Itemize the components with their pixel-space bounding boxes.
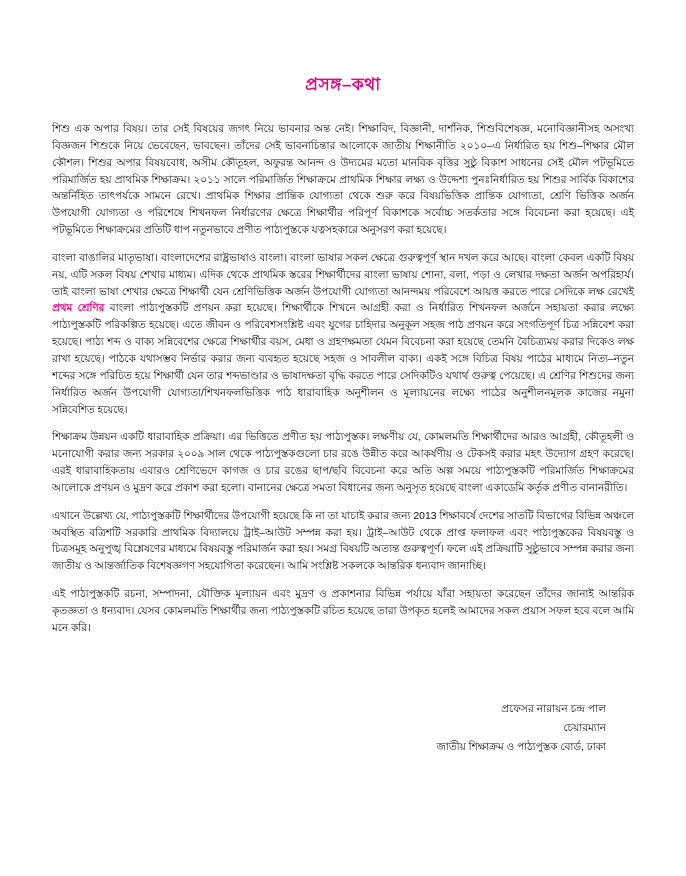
paragraph-5	[52, 587, 634, 638]
text-run: বাংলা পাঠ্যপুস্তকটি প্রণয়ন করা হয়েছে। শিক্ষার্থীকে শিখনে আগ্রহী করা ও নির্ধারিত শিখনফল অর্জনে সহায়তা করার লক্ষ্যে পাঠ্যপুস্তকটি পরিকল্পিত হয়েছে। এতে জীবন ও পরিবেশসংশ্লিষ্ট এবং যুগের চাহিদার অনুকূল সহজ পাঠ প্রণয়ন করে সংগতিপূর্ণ চিত্র সন্নিবেশ করা হয়েছে। পাঠ্য শব্দ ও বাক্য সন্নিবেশের ক্ষেত্রে শিক্ষার্থীর বয়স, মেধা ও গ্রহণক্ষমতা যেমন বিবেচনা করা হয়েছে তেমনি বৈচিত্র্যময় করার দিকেও লক্ষ রাখা হয়েছে। পাঠকে যথাসম্ভব নির্ভার করার জন্য ব্যবহৃত হয়েছে সহজ ও সাবলীল বাক্য। একই সঙ্গে বিচিত্র বিষয় পাঠের মাধ্যমে নিত্য–নতুন শব্দের সঙ্গে পরিচিত হয়ে শিক্ষার্থী যেন তার শব্দভাণ্ডার ও ভাষাদক্ষতা বৃদ্ধি করতে পারে সেদিকটিও যথার্থ গুরুত্ব পেয়েছে। এ শ্রেণির শিশুদের জন্য নির্ধারিত অর্জন উপযোগী যোগ্যতা/শিখনফলভিত্তিক পাঠ ধারাবাহিক অনুশীলন ও মূল্যায়নের লক্ষ্যে পাঠের অনুশীলনমূলক কাজের নমুনা সন্নিবেশিত হয়েছে।	[52, 303, 634, 416]
paragraph-3	[52, 430, 634, 497]
signatory-organization: জাতীয় শিক্ষাক্রম ও পাঠ্যপুস্তক বোর্ড, ঢাকা	[436, 742, 606, 754]
text-run: বাংলা বাঙালির মাতৃভাষা। বাংলাদেশের রাষ্ট্রভাষাও বাংলা। বাংলা ভাষার সকল ক্ষেত্রে গুরুত্বপূর্ণ স্থান দখল করে আছে। বাংলা কেবল একটি বিষয় নয়, এটি সকল বিষয় শেখার মাধ্যম। এদিক থেকে প্রাথমিক স্তরের শিক্ষার্থীদের বাংলা ভাষায় শোনা, বলা, পড়া ও লেখার দক্ষতা অর্জন অপরিহার্য। তাই বাংলা ভাষা শেখার ক্ষেত্রে শিক্ষার্থী যেন শ্রেণিভিত্তিক অর্জন উপযোগী যোগ্যতা আনন্দময় পরিবেশে আয়ত্ত করতে পারে সেদিকে লক্ষ রেখেই	[52, 252, 634, 298]
paragraph-4	[52, 509, 634, 576]
text-run: শিশু এক অপার বিষয়। তার সেই বিষয়ের জগৎ নিয়ে ভাবনার অন্ত নেই। শিক্ষাবিদ, বিজ্ঞানী, দার্শনিক, শিশুবিশেষজ্ঞ, মনোবিজ্ঞানীসহ অসংখ্য বিজ্ঞজন শিশুকে নিয়ে ভেবেছেন, ভাবছেন। তাঁদের সেই ভাবনাচিন্তার আলোকে জাতীয় শিক্ষানীতি ২০১০–এ নির্ধারিত হয় শিশু–শিক্ষার মৌল কৌশল। শিশুর অপার বিষয়বোধ, অসীম কৌতূহল, অফুরন্ত আনন্দ ও উদ্যমের মতো মানবিক বৃত্তির সুষ্ঠু বিকাশ সাধনের সেই মৌল পটভূমিতে পরিমার্জিত হয় প্রাথমিক শিক্ষাক্রম। ২০১১ সালে পরিমার্জিত শিক্ষাক্রমে প্রাথমিক শিক্ষার লক্ষ্য ও উদ্দেশ্য পুনঃনির্ধারিত হয় শিশুর সার্বিক বিকাশের অন্তর্নিহিত তাৎপর্যকে সামনে রেখে। প্রাথমিক শিক্ষার প্রান্তিক যোগ্যতা থেকে শুরু করে বিষয়ভিত্তিক প্রান্তিক যোগ্যতা, শ্রেণি ভিত্তিক অর্জন উপযোগী যোগ্যতা ও পরিশেষে শিখনফল নির্ধারণের ক্ষেত্রে শিক্ষার্থীর পরিপূর্ণ বিকাশকে সর্বোচ্চ সতর্কতার সঙ্গে বিবেচনা করা হয়েছে। এই পটভূমিতে শিক্ষাক্রমের প্রতিটি ধাপ নতুনভাবে প্রণীত পাঠ্যপুস্তকে যত্নসহকারে অনুসরণ করা হয়েছে।	[52, 124, 634, 237]
document-body	[52, 122, 634, 638]
paragraph-1	[52, 122, 634, 240]
signatory-name: প্রফেসর নারায়ন চন্দ্র পাল	[501, 702, 606, 715]
text-run: এই পাঠ্যপুস্তকটি রচনা, সম্পাদনা, যৌক্তিক মূল্যায়ন এবং মুদ্রণ ও প্রকাশনার বিভিন্ন পর্যায়ে যাঁরা সহায়তা করেছেন তাঁদের জানাই আন্তরিক কৃতজ্ঞতা ও ধন্যবাদ। যেসব কোমলমতি শিক্ষার্থীর জন্য পাঠ্যপুস্তকটি রচিত হয়েছে তারা উপকৃত হলেই আমাদের সকল প্রয়াস সফল হবে বলে আমি মনে করি।	[52, 589, 634, 634]
page-title: প্রসঙ্গ–কথা	[305, 75, 381, 94]
text-run: এখানে উল্লেখ্য যে, পাঠ্যপুস্তকটি শিক্ষার্থীদের উপযোগী হয়েছে কি না তা যাচাই করার জন্য 2013 শিক্ষাবর্ষে দেশের সাতটি বিভাগের বিভিন্ন অঞ্চলে অবস্থিত বত্রিশটি সরকারি প্রাথমিক বিদ্যালয়ে ট্রাই–আউট সম্পন্ন করা হয়। ট্রাই–আউট থেকে প্রাপ্ত ফলাফল এবং পাঠ্যপুস্তকের বিষয়বস্তু ও চিত্রসমূহ অনুপুঙ্খ বিশ্লেষণের মাধ্যমে বিষয়বস্তু পরিমার্জন করা হয়। সমগ্র বিষয়টি অত্যন্ত গুরুত্বপূর্ণ। ফলে এই প্রক্রিয়াটি সুষ্ঠুভাবে সম্পন্ন করার জন্য জাতীয় ও আন্তর্জাতিক বিশেষজ্ঞগণ সহযোগিতা করেছেন। আমি সংশ্লিষ্ট সকলকে আন্তরিক ধন্যবাদ জানাচ্ছি।	[52, 510, 634, 573]
signature-block	[52, 700, 634, 758]
paragraph-2	[52, 251, 634, 419]
text-run: শিক্ষাক্রম উন্নয়ন একটি ধারাবাহিক প্রক্রিয়া। এর ভিত্তিতে প্রণীত হয় পাঠ্যপুস্তক। লক্ষণীয় যে, কোমলমতি শিক্ষার্থীদের আরও আগ্রহী, কৌতূহলী ও মনোযোগী করার জন্য সরকার ২০০৯ সাল থেকে পাঠ্যপুস্তকগুলো চার রঙে উন্নীত করে আকর্ষণীয় ও টেকসই করার মহৎ উদ্যোগ গ্রহণ করেছে। এরই ধারাবাহিকতায় এবারও শ্রেণিভেদে কাগজ ও চার রঙের ছাপ/ছবি বিবেচনা করে অতি অল্প সময়ে পাঠ্যপুস্তকটি পরিমার্জিত শিক্ষাক্রমের আলোকে প্রণয়ন ও মুদ্রণ করে প্রকাশ করা হলো। বানানের ক্ষেত্রে সমতা বিধানের জন্য অনুসৃত হয়েছে বাংলা একাডেমি কর্তৃক প্রণীত বানানরীতি।	[52, 432, 634, 494]
signatory-designation: চেয়ারম্যান	[563, 723, 606, 735]
highlighted-text: প্রথম শ্রেণির	[52, 303, 105, 315]
